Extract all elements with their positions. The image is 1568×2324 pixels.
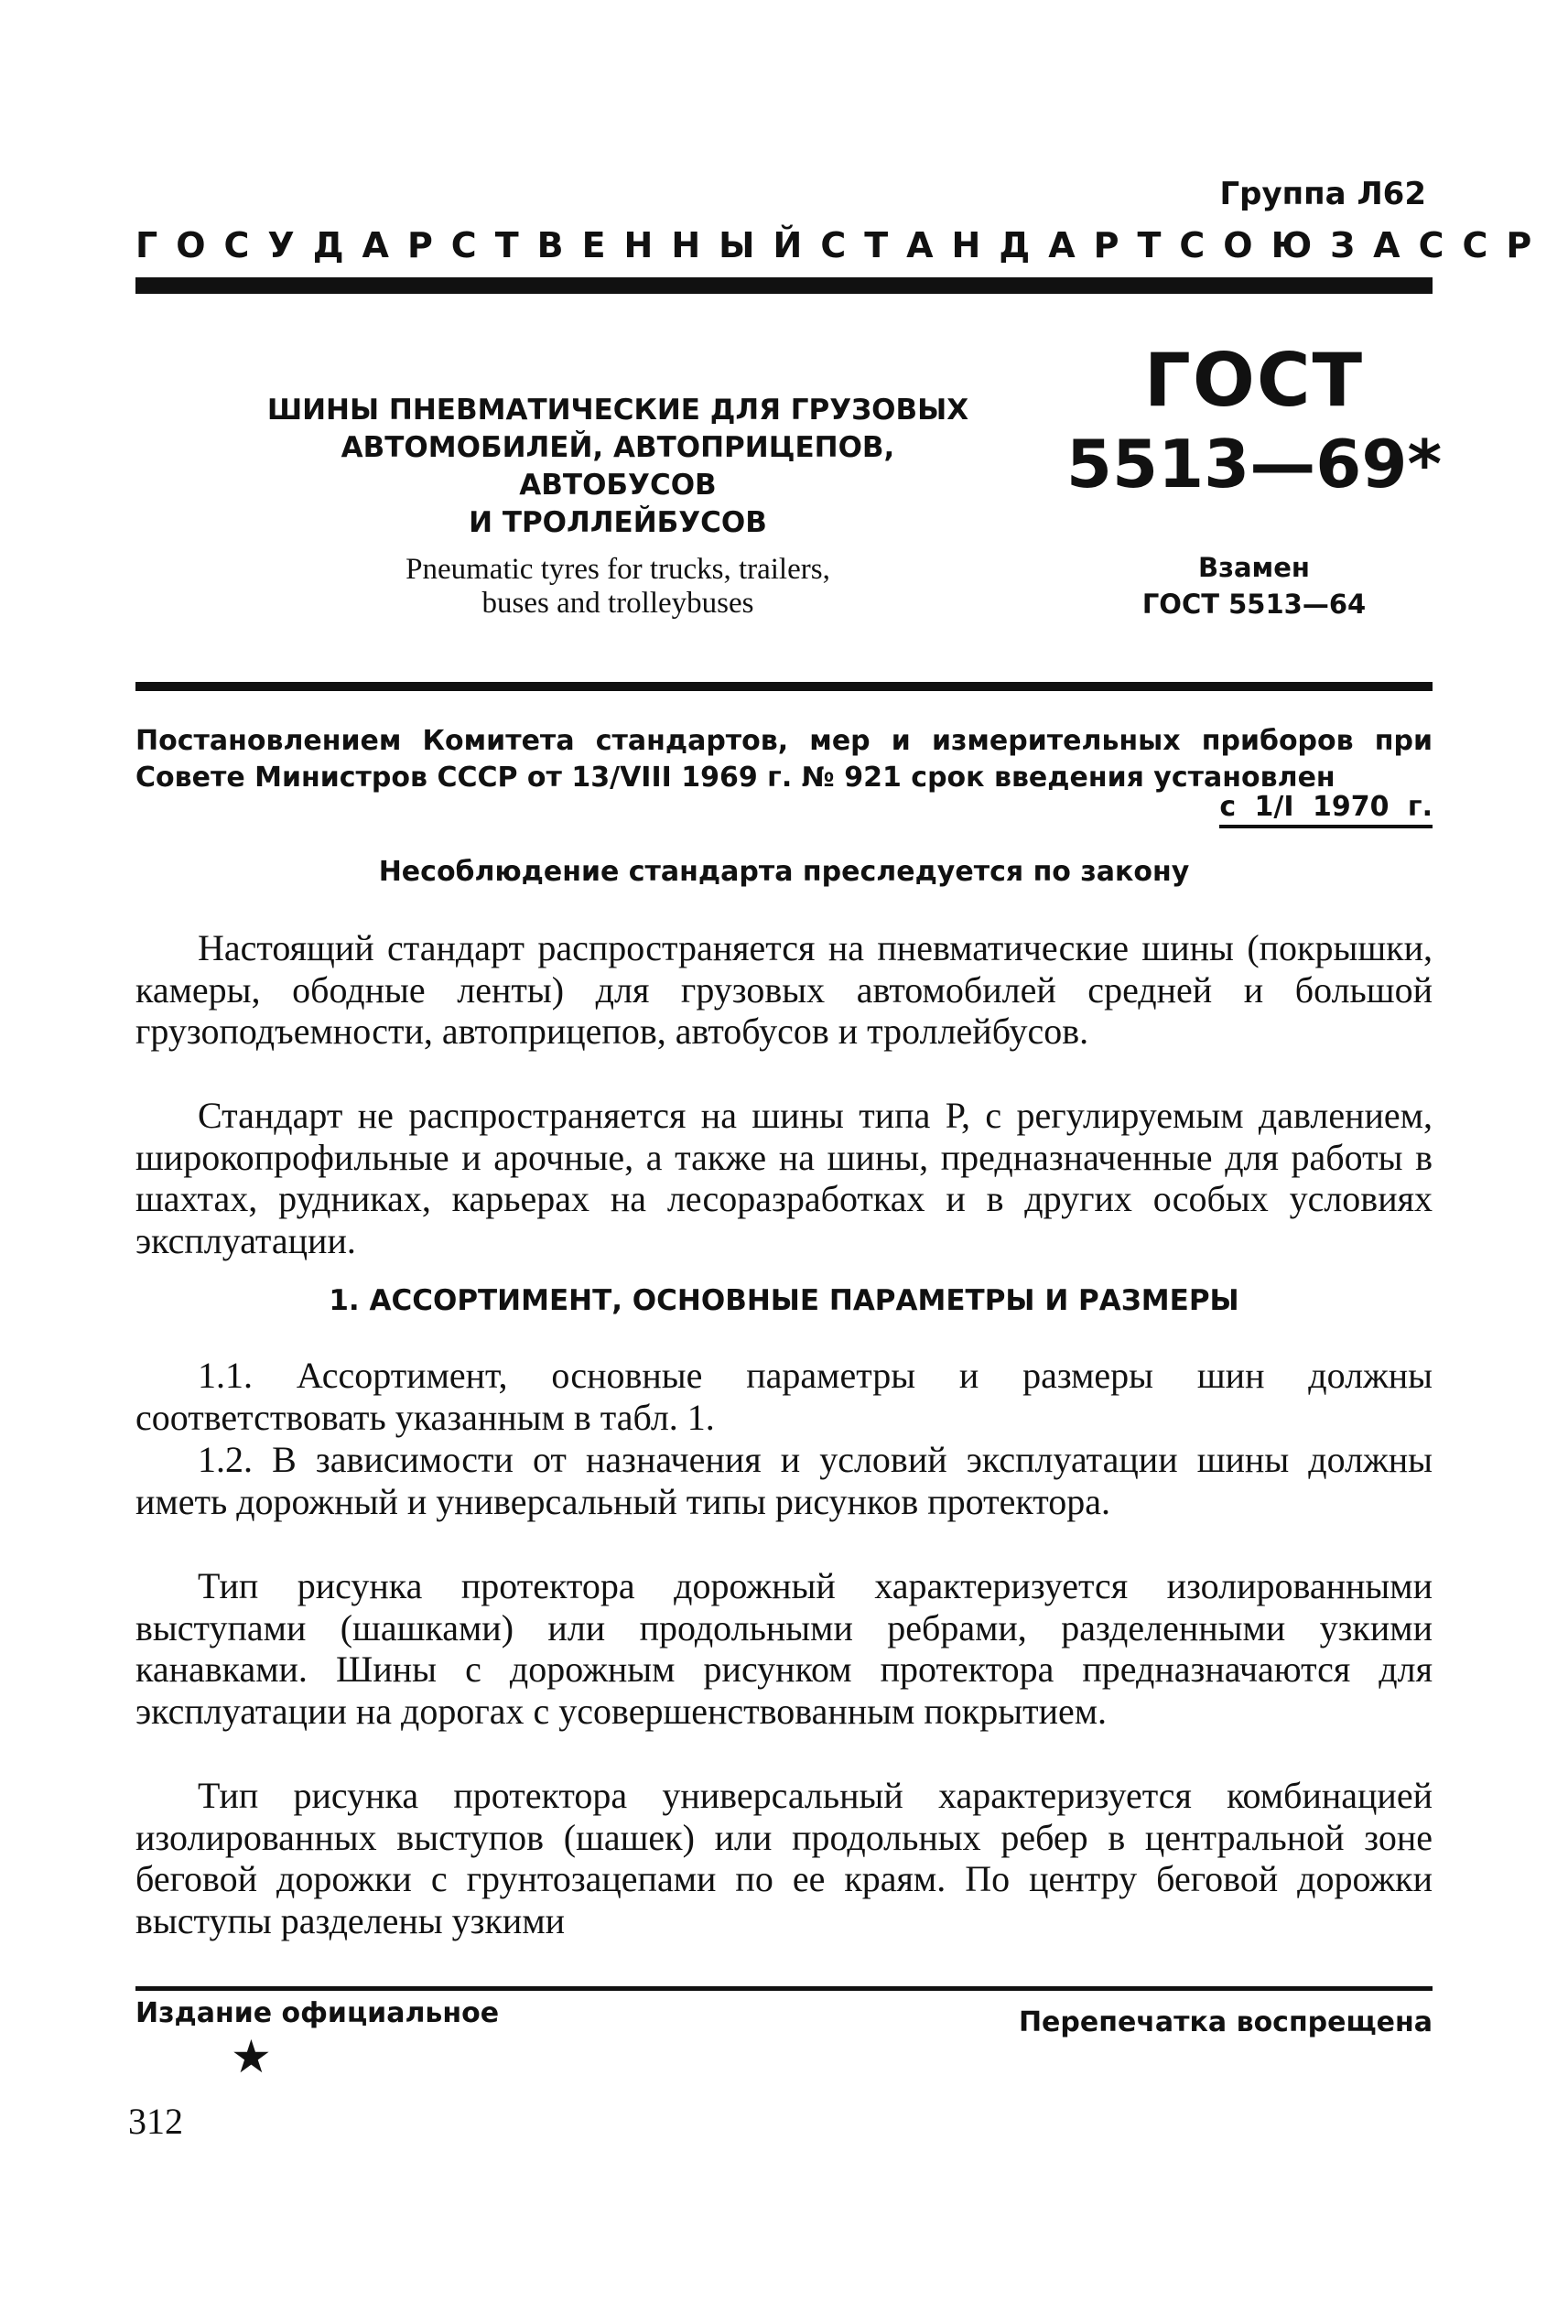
body-paragraph-1: Настоящий стандарт распространяется на пневматические шины (покрышки, камеры, ободные ленты) для грузовых автомобилей средней и большой грузоподъемности, автоприцепов, автобусов и троллейбусов. xyxy=(135,927,1433,1052)
english-title-line-1: Pneumatic tyres for trucks, trailers, xyxy=(406,553,830,586)
standard-title xyxy=(238,392,998,621)
header-word-2: СТАНДАРТ xyxy=(820,225,1180,265)
effective-date: с 1/I 1970 г. xyxy=(1219,791,1433,828)
gost-label: ГОСТ xyxy=(1143,338,1365,423)
body-paragraph-6: Тип рисунка протектора универсальный характеризуется комбинацией изолированных выступов (шашек) или продольных ребер в центральной зоне беговой дорожки с грунтозацепами по ее краям. По центру беговой дорожки выступы разделены узкими xyxy=(135,1775,1433,1941)
state-standard-header xyxy=(135,225,1551,265)
official-edition: Издание официальное xyxy=(135,1997,500,2029)
footer-rule xyxy=(135,1986,1433,1991)
star-icon: ★ xyxy=(231,2031,272,2082)
body-paragraph-4: 1.2. В зависимости от назначения и условий эксплуатации шины должны иметь дорожный и универсальный типы рисунков протектора. xyxy=(135,1439,1433,1522)
section-heading: 1. АССОРТИМЕНТ, ОСНОВНЫЕ ПАРАМЕТРЫ И РАЗМЕРЫ xyxy=(329,1284,1239,1317)
header-word-3: СОЮЗА xyxy=(1179,225,1419,265)
page-number: 312 xyxy=(128,2101,183,2142)
title-line-2: АВТОМОБИЛЕЙ, АВТОПРИЦЕПОВ, АВТОБУСОВ xyxy=(341,431,895,502)
section-rule xyxy=(135,682,1433,691)
title-line-3: И ТРОЛЛЕЙБУСОВ xyxy=(469,506,767,539)
group-code: Группа Л62 xyxy=(1219,176,1426,212)
replaces-number: ГОСТ 5513—64 xyxy=(1141,589,1367,620)
header-word-4: ССР xyxy=(1418,225,1551,265)
compliance-note: Несоблюдение стандарта преследуется по закону xyxy=(378,856,1190,888)
english-title xyxy=(238,553,998,621)
title-line-1: ШИНЫ ПНЕВМАТИЧЕСКИЕ ДЛЯ ГРУЗОВЫХ xyxy=(266,394,969,427)
body-paragraph-5: Тип рисунка протектора дорожный характеризуется изолированными выступами (шашками) или продольными ребрами, разделенными узкими канавками. Шины с дорожным рисунком протектора предназначаются для эксплуатации на дорогах с усовершенствованным покрытием. xyxy=(135,1565,1433,1732)
replaces-label: Взамен xyxy=(1198,552,1310,583)
body-paragraph-3: 1.1. Ассортимент, основные параметры и размеры шин должны соответствовать указанным в табл. 1. xyxy=(135,1355,1433,1438)
reprint-prohibited: Перепечатка воспрещена xyxy=(1018,2006,1433,2038)
decree-text: Постановлением Комитета стандартов, мер и измерительных приборов при Совете Министров СССР от 13/VIII 1969 г. № 921 срок введения установлен xyxy=(135,725,1433,794)
gost-designation xyxy=(1062,339,1446,622)
body-paragraph-2: Стандарт не распространяется на шины типа Р, с регулируемым давлением, широкопрофильные и арочные, а также на шины, предназначенные для работы в шахтах, рудниках, карьерах на лесоразработках и в других особых условиях эксплуатации. xyxy=(135,1095,1433,1261)
english-title-line-2: buses and trolleybuses xyxy=(481,587,754,620)
header-word-1: ГОСУДАРСТВЕННЫЙ xyxy=(135,225,821,265)
replaces-block xyxy=(1062,549,1446,622)
gost-number: 5513—69* xyxy=(1065,426,1443,503)
header-rule xyxy=(135,277,1433,294)
